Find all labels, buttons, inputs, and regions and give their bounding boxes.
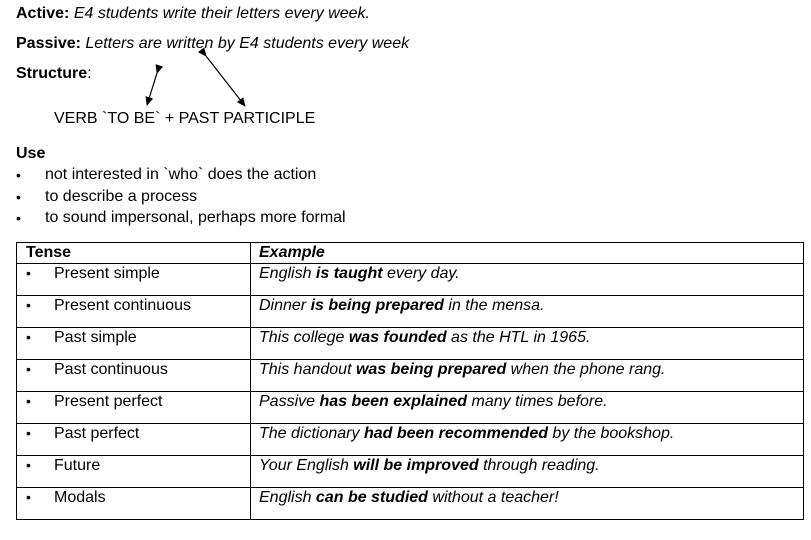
- passive-verb: will be improved: [353, 457, 479, 474]
- example-text: without a teacher!: [427, 489, 559, 506]
- passive-verb: was being prepared: [355, 361, 507, 378]
- use-item: to describe a process: [45, 188, 198, 205]
- arrow-written-to-participle: [206, 56, 245, 106]
- table-header-row: [17, 243, 804, 264]
- example-text: in the mensa.: [443, 297, 545, 314]
- table-row: [17, 264, 804, 296]
- tense-name: Past simple: [54, 329, 137, 346]
- tense-table: [16, 242, 804, 520]
- active-sentence: E4 students write their letters every week.: [73, 5, 370, 22]
- example-text: when the phone rang.: [506, 361, 666, 378]
- table-row: [17, 488, 804, 520]
- arrow-are-to-verb: [147, 73, 157, 105]
- bullet-icon: •: [26, 393, 31, 409]
- structure-formula: VERB `TO BE` + PAST PARTICIPLE: [54, 110, 316, 127]
- passive-line: [16, 34, 409, 54]
- example-cell: [251, 456, 804, 488]
- example-text: through reading.: [478, 457, 600, 474]
- table-row: [17, 456, 804, 488]
- structure-colon: :: [87, 65, 92, 82]
- header-tense: Tense: [17, 243, 251, 264]
- table-row: [17, 296, 804, 328]
- tense-name: Past perfect: [54, 425, 140, 442]
- active-line: [16, 4, 370, 24]
- tense-name: Future: [54, 457, 101, 474]
- passive-verb: can be studied: [315, 489, 428, 506]
- header-example: Example: [251, 243, 804, 264]
- passive-verb: is being prepared: [310, 297, 444, 314]
- bullet-icon: •: [26, 489, 31, 505]
- example-cell: [251, 328, 804, 360]
- example-text: Dinner: [259, 297, 311, 314]
- bullet-icon: •: [16, 189, 21, 205]
- example-cell: [251, 360, 804, 392]
- example-text: by the bookshop.: [547, 425, 675, 442]
- bullet-icon: •: [26, 297, 31, 313]
- passive-verb: is taught: [315, 265, 383, 282]
- table-row: [17, 360, 804, 392]
- use-item: not interested in `who` does the action: [45, 166, 317, 183]
- example-cell: [251, 264, 804, 296]
- example-text: many times before.: [467, 393, 608, 410]
- passive-verb: was founded: [348, 329, 447, 346]
- example-text: every day.: [382, 265, 460, 282]
- example-text: English: [259, 265, 316, 282]
- example-text: as the HTL in 1965.: [446, 329, 591, 346]
- example-text: Passive: [259, 393, 320, 410]
- bullet-icon: •: [26, 265, 31, 281]
- active-label: Active:: [16, 5, 70, 22]
- tense-name: Present perfect: [54, 393, 163, 410]
- bullet-icon: •: [26, 361, 31, 377]
- example-cell: [251, 392, 804, 424]
- example-text: This college: [259, 329, 349, 346]
- table-row: [17, 328, 804, 360]
- bullet-icon: •: [26, 425, 31, 441]
- bullet-icon: •: [16, 167, 21, 183]
- use-heading: Use: [16, 145, 46, 162]
- tense-name: Present simple: [54, 265, 160, 282]
- example-cell: [251, 488, 804, 520]
- passive-label: Passive:: [16, 35, 81, 52]
- example-cell: [251, 296, 804, 328]
- tense-name: Past continuous: [54, 361, 168, 378]
- example-text: This handout: [259, 361, 356, 378]
- example-text: English: [259, 489, 316, 506]
- table-row: [17, 424, 804, 456]
- use-item: to sound impersonal, perhaps more formal: [45, 209, 346, 226]
- example-text: The dictionary: [259, 425, 364, 442]
- example-text: Your English: [259, 457, 354, 474]
- passive-verb: had been recommended: [363, 425, 548, 442]
- example-cell: [251, 424, 804, 456]
- bullet-icon: •: [16, 210, 21, 226]
- bullet-icon: •: [26, 329, 31, 345]
- bullet-icon: •: [26, 457, 31, 473]
- structure-label: Structure: [16, 65, 88, 82]
- passive-sentence: Letters are written by E4 students every week: [85, 35, 410, 52]
- table-row: [17, 392, 804, 424]
- passive-verb: has been explained: [319, 393, 468, 410]
- tense-name: Modals: [54, 489, 106, 506]
- tense-name: Present continuous: [54, 297, 191, 314]
- structure-line: [16, 64, 92, 84]
